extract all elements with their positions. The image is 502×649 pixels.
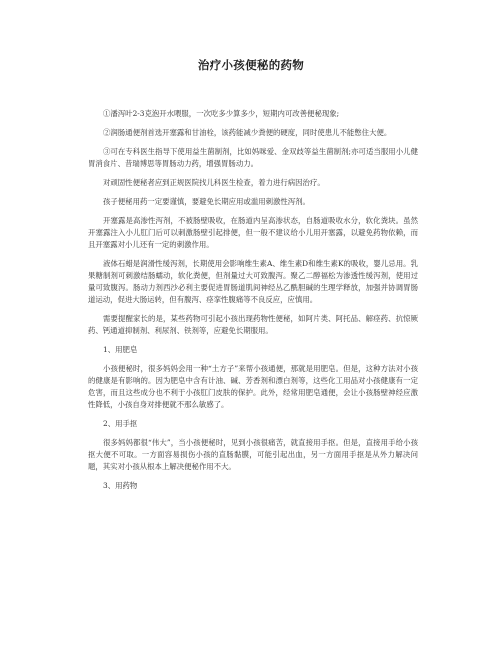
paragraph-caution: 孩子便秘用药一定要谨慎，要避免长期应用或滥用刺激性泻剂。 <box>103 197 310 206</box>
section-heading-soap: 1、用肥皂 <box>103 345 138 354</box>
paragraph-laxative-suppository: ②润肠通便剂首选开塞露和甘油栓，该药能减少粪便的硬度，同时使患儿不能憋住大便。 <box>103 128 392 137</box>
paragraph-senna: ①潘泻叶2-3克泡开水喂服，一次吃多少算多少，短期内可改善便秘现象; <box>103 109 340 118</box>
paragraph-kaisailu: 开塞露是高渗性泻剂，不被肠壁吸收，在肠道内呈高渗状态，自肠道吸收水分，软化粪块。虽然开塞露注入小儿肛门后可以刺激肠壁引起排便，但一般不建议给小儿用开塞露，以避免药物依赖，而且开塞露对小儿还有一定的刺激作用。 <box>88 216 418 249</box>
section-heading-hand: 2、用手抠 <box>103 419 138 428</box>
paragraph-drug-induced: 需要提醒家长的是，某些药物可引起小孩出现药物性便秘，如阿片类、阿托品、解痉药、抗惊厥药、钙通道抑制剂、利尿剂、铁剂等，应避免长期服用。 <box>88 314 418 335</box>
paragraph-probiotics: ③可在专科医生指导下使用益生菌制剂，比如妈咪爱、金双歧等益生菌制剂;亦可适当服用小儿健胃消食片、昔瑞博思等胃肠动力药，增强胃肠动力。 <box>88 147 418 168</box>
document-body <box>88 108 418 499</box>
paragraph-soap: 小孩便秘时，很多妈妈会用一种“土方子”来帮小孩通便，那就是用肥皂。但是，这种方法对小孩的健康是有影响的。因为肥皂中含有计油、碱、芳香剂和漂白剂等，这些化工用品对小孩健康有一定危害，而且这些成分也不利于小孩肛门皮肤的保护。此外，经常用肥皂通便，会让小孩肠壁神经应激性降低，小孩自身对排便就不那么敏感了。 <box>88 364 418 409</box>
paragraph-liquid-paraffin: 液体石蜡是润滑性缓泻剂，长期使用会影响维生素A、维生素D和维生素K的吸收，婴儿忌用。乳果糖制剂可刺激结肠蠕动，软化粪便，但剂量过大可致腹泻。聚乙二醇福松为渗透性缓泻剂，使用过量可致腹泻。肠动力剂西沙必利主要促进胃肠道肌间神经丛乙酰胆碱的生理学释放，加强并协调胃肠道运动，促进大肠运转，但有腹泻、痉挛性腹痛等不良反应，应慎用。 <box>88 259 418 304</box>
paragraph-hand: 很多妈妈都很“伟大”，当小孩便秘时，见到小孩很痛苦，就直接用手抠。但是，直接用手给小孩抠大便不可取。一方面容易损伤小孩的直肠黏膜，可能引起出血，另一方面用手抠是从外力解决问题，其实对小孩从根本上解决便秘作用不大。 <box>88 438 418 471</box>
paragraph-stubborn-constipation: 对顽固性便秘者应到正规医院找儿科医生检查，着力进行病因治疗。 <box>103 178 325 187</box>
section-heading-medicine: 3、用药物 <box>103 481 138 490</box>
document-title: 治疗小孩便秘的药物 <box>197 58 305 72</box>
